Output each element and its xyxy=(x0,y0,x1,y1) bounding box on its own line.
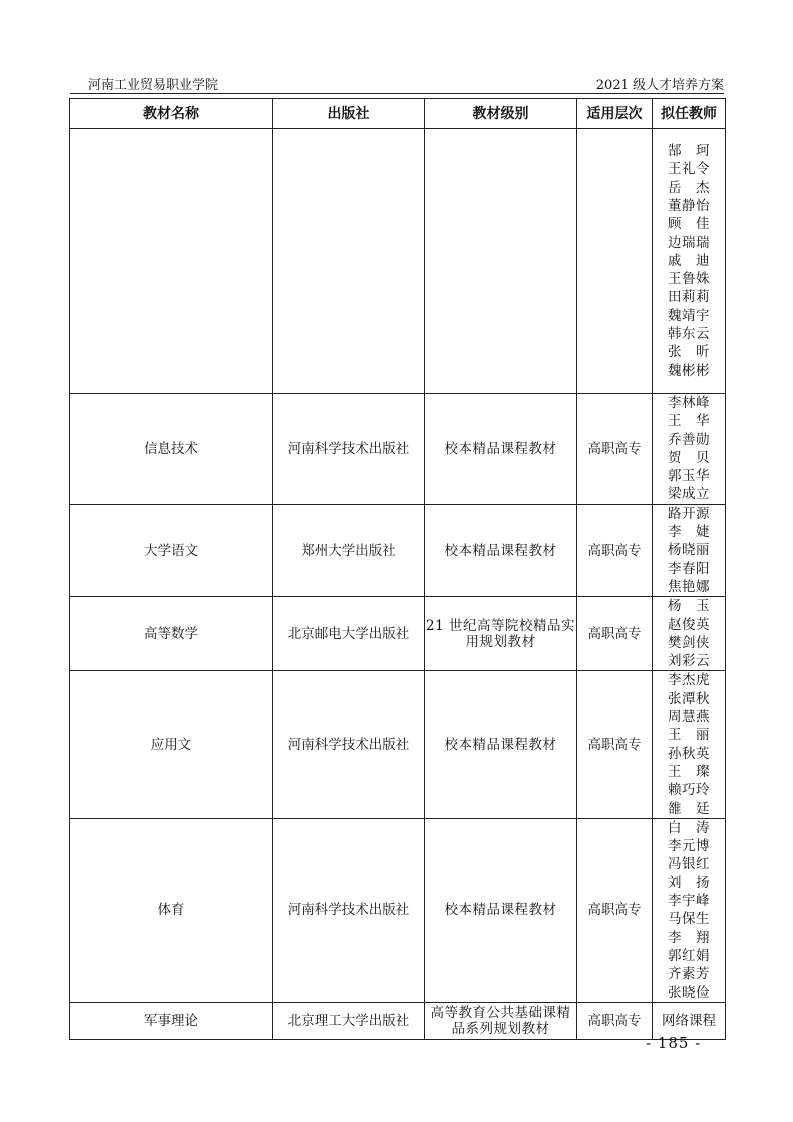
cell-name: 高等数学 xyxy=(70,597,273,671)
cell-publisher: 北京理工大学出版社 xyxy=(273,1002,425,1039)
cell-tier: 高职高专 xyxy=(577,1002,653,1039)
teacher-name: 边瑞瑞 xyxy=(668,234,710,251)
teacher-name: 李元博 xyxy=(668,838,710,855)
cell-name: 信息技术 xyxy=(70,394,273,505)
teacher-name: 魏靖宇 xyxy=(668,307,710,324)
table-row xyxy=(70,504,726,596)
col-header-level: 教材级别 xyxy=(425,99,577,129)
header-rule xyxy=(70,93,724,94)
cell-tier: 高职高专 xyxy=(577,597,653,671)
cell-publisher xyxy=(273,129,425,394)
table-row xyxy=(70,671,726,818)
page-header xyxy=(88,70,724,94)
cell-teachers xyxy=(653,597,726,671)
cell-name: 大学语文 xyxy=(70,504,273,596)
cell-publisher: 北京邮电大学出版社 xyxy=(273,597,425,671)
col-header-tier: 适用层次 xyxy=(577,99,653,129)
teacher-name: 郭红娟 xyxy=(668,947,710,964)
cell-publisher: 河南科学技术出版社 xyxy=(273,818,425,1002)
teacher-name: 张 昕 xyxy=(668,344,710,361)
teacher-name: 顾 佳 xyxy=(668,216,710,233)
cell-level: 校本精品课程教材 xyxy=(425,394,577,505)
teacher-name: 杨 玉 xyxy=(668,598,710,615)
cell-level: 校本精品课程教材 xyxy=(425,671,577,818)
table-row xyxy=(70,394,726,505)
cell-name xyxy=(70,129,273,394)
institution-name: 河南工业贸易职业学院 xyxy=(88,78,219,93)
teacher-name: 李 翔 xyxy=(668,929,710,946)
cell-teachers xyxy=(653,504,726,596)
table-row xyxy=(70,1002,726,1039)
teacher-name: 李林峰 xyxy=(668,395,710,411)
cell-tier: 高职高专 xyxy=(577,504,653,596)
cell-publisher: 郑州大学出版社 xyxy=(273,504,425,596)
cell-name: 体育 xyxy=(70,818,273,1002)
teacher-name: 贺 贝 xyxy=(668,449,710,466)
cell-level: 校本精品课程教材 xyxy=(425,818,577,1002)
teacher-name: 马保生 xyxy=(668,911,710,928)
teacher-name: 焦艳娜 xyxy=(668,578,710,595)
teacher-name: 田莉莉 xyxy=(668,289,710,306)
table-row xyxy=(70,597,726,671)
teacher-name: 魏彬彬 xyxy=(668,362,710,379)
teacher-name: 白 涛 xyxy=(668,819,710,836)
col-header-publisher: 出版社 xyxy=(273,99,425,129)
teacher-name: 雒 廷 xyxy=(668,800,710,817)
cell-tier: 高职高专 xyxy=(577,818,653,1002)
col-header-teachers: 拟任教师 xyxy=(653,99,726,129)
table-body xyxy=(70,129,726,1040)
textbook-table xyxy=(69,98,726,1040)
teacher-name: 李春阳 xyxy=(668,560,710,577)
teacher-name: 张晓俭 xyxy=(668,984,710,1001)
cell-name: 应用文 xyxy=(70,671,273,818)
cell-name: 军事理论 xyxy=(70,1002,273,1039)
teacher-name: 赖巧玲 xyxy=(668,782,710,799)
teacher-name: 郜 珂 xyxy=(668,143,710,160)
cell-level: 校本精品课程教材 xyxy=(425,504,577,596)
teacher-name: 王 璨 xyxy=(668,763,710,780)
cell-level xyxy=(425,129,577,394)
teacher-name: 网络课程 xyxy=(662,1012,716,1029)
cell-publisher: 河南科学技术出版社 xyxy=(273,671,425,818)
teacher-name: 王 华 xyxy=(668,413,710,430)
teacher-name: 张潭秋 xyxy=(668,690,710,707)
teacher-name: 董静怡 xyxy=(668,197,710,214)
teacher-name: 岳 杰 xyxy=(668,179,710,196)
document-title: 2021 级人才培养方案 xyxy=(595,78,724,93)
cell-level: 高等教育公共基础课精品系列规划教材 xyxy=(425,1002,577,1039)
table-row xyxy=(70,129,726,394)
teacher-name: 梁成立 xyxy=(668,486,710,503)
teacher-name: 孙秋英 xyxy=(668,745,710,762)
teacher-name: 路开源 xyxy=(668,505,710,522)
teacher-name: 樊剑侠 xyxy=(668,634,710,651)
teacher-name: 李宇峰 xyxy=(668,893,710,910)
teacher-name: 冯银红 xyxy=(668,856,710,873)
cell-teachers xyxy=(653,129,726,394)
col-header-name: 教材名称 xyxy=(70,99,273,129)
cell-publisher: 河南科学技术出版社 xyxy=(273,394,425,505)
teacher-name: 王鲁姝 xyxy=(668,271,710,288)
teacher-name: 刘 扬 xyxy=(668,874,710,891)
teacher-name: 韩东云 xyxy=(668,326,710,343)
teacher-name: 戚 迪 xyxy=(668,252,710,269)
teacher-name: 赵俊英 xyxy=(668,616,710,633)
teacher-name: 李杰虎 xyxy=(668,672,710,689)
teacher-name: 杨晓丽 xyxy=(668,542,710,559)
teacher-name: 李 婕 xyxy=(668,524,710,541)
cell-tier xyxy=(577,129,653,394)
table-row xyxy=(70,818,726,1002)
teacher-name: 刘彩云 xyxy=(668,653,710,670)
table-header-row xyxy=(70,99,726,129)
teacher-name: 郭玉华 xyxy=(668,468,710,485)
page-number: - 185 - xyxy=(646,1034,702,1052)
teacher-name: 齐素芳 xyxy=(668,966,710,983)
cell-teachers xyxy=(653,818,726,1002)
cell-teachers xyxy=(653,394,726,505)
teacher-name: 王礼令 xyxy=(668,161,710,178)
cell-teachers xyxy=(653,671,726,818)
teacher-name: 乔善勋 xyxy=(668,431,710,448)
teacher-name: 王 丽 xyxy=(668,727,710,744)
cell-tier: 高职高专 xyxy=(577,394,653,505)
cell-tier: 高职高专 xyxy=(577,671,653,818)
teacher-name: 周慧燕 xyxy=(668,709,710,726)
cell-level: 21 世纪高等院校精品实用规划教材 xyxy=(425,597,577,671)
